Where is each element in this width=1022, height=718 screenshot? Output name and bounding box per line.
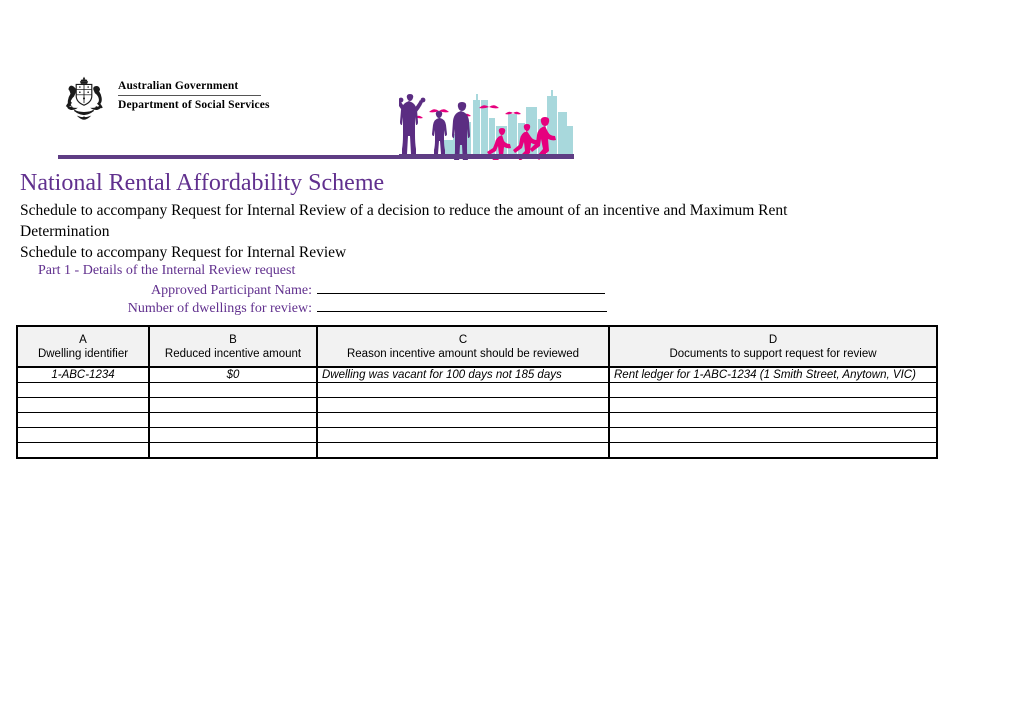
family-city-skyline-illustration-icon — [399, 82, 574, 160]
government-masthead — [58, 75, 268, 127]
number-of-dwellings-input[interactable] — [317, 298, 607, 312]
column-letter-b: B — [229, 333, 237, 346]
column-letter-d: D — [768, 333, 778, 346]
cell-reason[interactable] — [317, 428, 609, 443]
cell-dwelling-identifier[interactable]: 1-ABC-1234 — [17, 367, 149, 383]
cell-reason[interactable]: Dwelling was vacant for 100 days not 185 days — [317, 367, 609, 383]
cell-reduced-incentive-amount[interactable] — [149, 443, 317, 459]
document-subtitle-secondary: Schedule to accompany Request for Internal Review — [20, 244, 347, 261]
column-header-a — [17, 326, 149, 367]
cell-documents[interactable] — [609, 398, 937, 413]
column-letter-a: A — [79, 333, 87, 346]
cell-documents[interactable] — [609, 383, 937, 398]
number-of-dwellings-row — [20, 298, 610, 315]
table-row — [17, 413, 937, 428]
approved-participant-name-label: Approved Participant Name: — [151, 283, 312, 298]
schedule-table — [16, 325, 938, 459]
approved-participant-name-input[interactable] — [317, 280, 605, 294]
cell-dwelling-identifier[interactable] — [17, 428, 149, 443]
table-header-row — [17, 326, 937, 367]
column-name-b: Reduced incentive amount — [164, 347, 302, 360]
cell-reduced-incentive-amount[interactable] — [149, 398, 317, 413]
document-subtitle: Schedule to accompany Request for Internal Review of a decision to reduce the amount of an incentive and Maximum Rent Determination — [20, 202, 788, 240]
column-letter-c: C — [458, 333, 468, 346]
cell-documents[interactable] — [609, 413, 937, 428]
column-header-c — [317, 326, 609, 367]
page-title: National Rental Affordability Scheme — [20, 170, 385, 196]
cell-reduced-incentive-amount[interactable] — [149, 428, 317, 443]
table-row — [17, 367, 937, 383]
government-wordmark — [118, 75, 270, 113]
cell-reduced-incentive-amount[interactable]: $0 — [149, 367, 317, 383]
table-row — [17, 398, 937, 413]
cell-dwelling-identifier[interactable] — [17, 443, 149, 459]
cell-reason[interactable] — [317, 443, 609, 459]
column-name-a: Dwelling identifier — [37, 347, 129, 360]
cell-reduced-incentive-amount[interactable] — [149, 413, 317, 428]
cell-reduced-incentive-amount[interactable] — [149, 383, 317, 398]
cell-reason[interactable] — [317, 398, 609, 413]
column-name-c: Reason incentive amount should be reviewed — [346, 347, 580, 360]
table-row — [17, 428, 937, 443]
header-purple-rule — [58, 155, 570, 159]
column-name-d: Documents to support request for review — [669, 347, 877, 360]
government-name: Australian Government — [118, 80, 239, 92]
cell-reason[interactable] — [317, 383, 609, 398]
table-row — [17, 443, 937, 459]
wordmark-divider — [118, 95, 261, 96]
department-name: Department of Social Services — [118, 99, 270, 111]
cell-dwelling-identifier[interactable] — [17, 383, 149, 398]
cell-reason[interactable] — [317, 413, 609, 428]
cell-documents[interactable] — [609, 428, 937, 443]
part1-heading: Part 1 - Details of the Internal Review request — [38, 263, 296, 278]
cell-documents[interactable]: Rent ledger for 1-ABC-1234 (1 Smith Street, Anytown, VIC) — [609, 367, 937, 383]
australian-coat-of-arms-icon — [58, 75, 110, 125]
number-of-dwellings-label: Number of dwellings for review: — [127, 301, 312, 316]
cell-dwelling-identifier[interactable] — [17, 413, 149, 428]
approved-participant-name-row — [20, 280, 610, 297]
column-header-d — [609, 326, 937, 367]
cell-documents[interactable] — [609, 443, 937, 459]
cell-dwelling-identifier[interactable] — [17, 398, 149, 413]
column-header-b — [149, 326, 317, 367]
table-row — [17, 383, 937, 398]
